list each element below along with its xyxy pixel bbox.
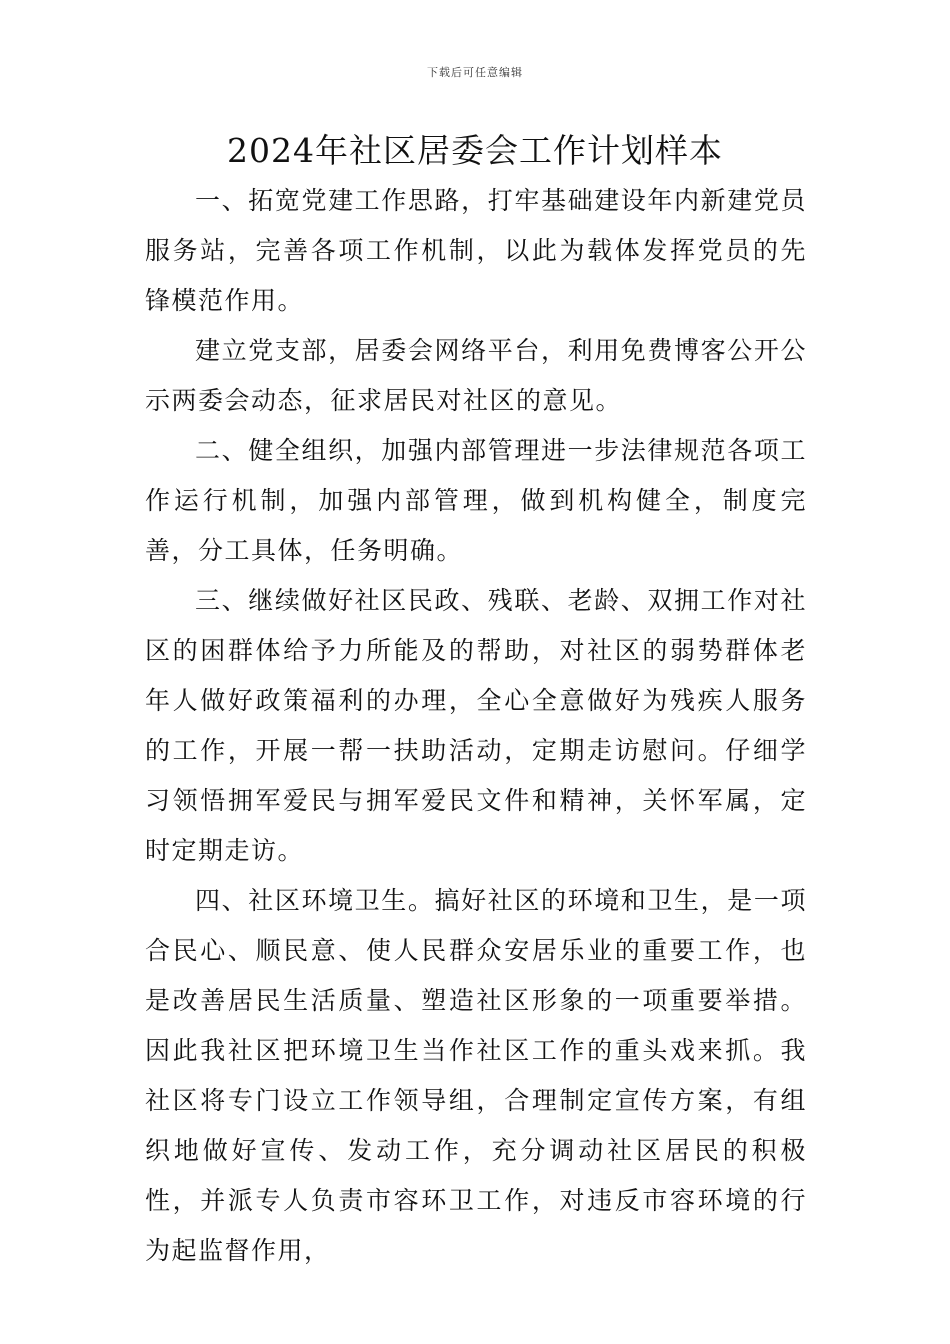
- paragraph-1: 一、拓宽党建工作思路，打牢基础建设年内新建党员服务站，完善各项工作机制，以此为载体发挥党员的先锋模范作用。: [145, 186, 807, 315]
- paragraph-2: 建立党支部，居委会网络平台，利用免费博客公开公示两委会动态，征求居民对社区的意见。: [145, 336, 807, 415]
- paragraph-3: 二、健全组织，加强内部管理进一步法律规范各项工作运行机制，加强内部管理，做到机构健全，制度完善，分工具体，任务明确。: [145, 436, 807, 565]
- document-title: 2024年社区居委会工作计划样本: [227, 131, 723, 170]
- document-body: [145, 176, 807, 1276]
- paragraph-5: 四、社区环境卫生。搞好社区的环境和卫生，是一项合民心、顺民意、使人民群众安居乐业的重要工作，也是改善居民生活质量、塑造社区形象的一项重要举措。因此我社区把环境卫生当作社区工作的重头戏来抓。我社区将专门设立工作领导组，合理制定宣传方案，有组织地做好宣传、发动工作，充分调动社区居民的积极性，并派专人负责市容环卫工作，对违反市容环境的行为起监督作用，: [145, 886, 807, 1265]
- header-note: 下载后可任意编辑: [427, 66, 523, 79]
- paragraph-4: 三、继续做好社区民政、残联、老龄、双拥工作对社区的困群体给予力所能及的帮助，对社区的弱势群体老年人做好政策福利的办理，全心全意做好为残疾人服务的工作，开展一帮一扶助活动，定期走访慰问。仔细学习领悟拥军爱民与拥军爱民文件和精神，关怀军属，定时定期走访。: [145, 586, 807, 865]
